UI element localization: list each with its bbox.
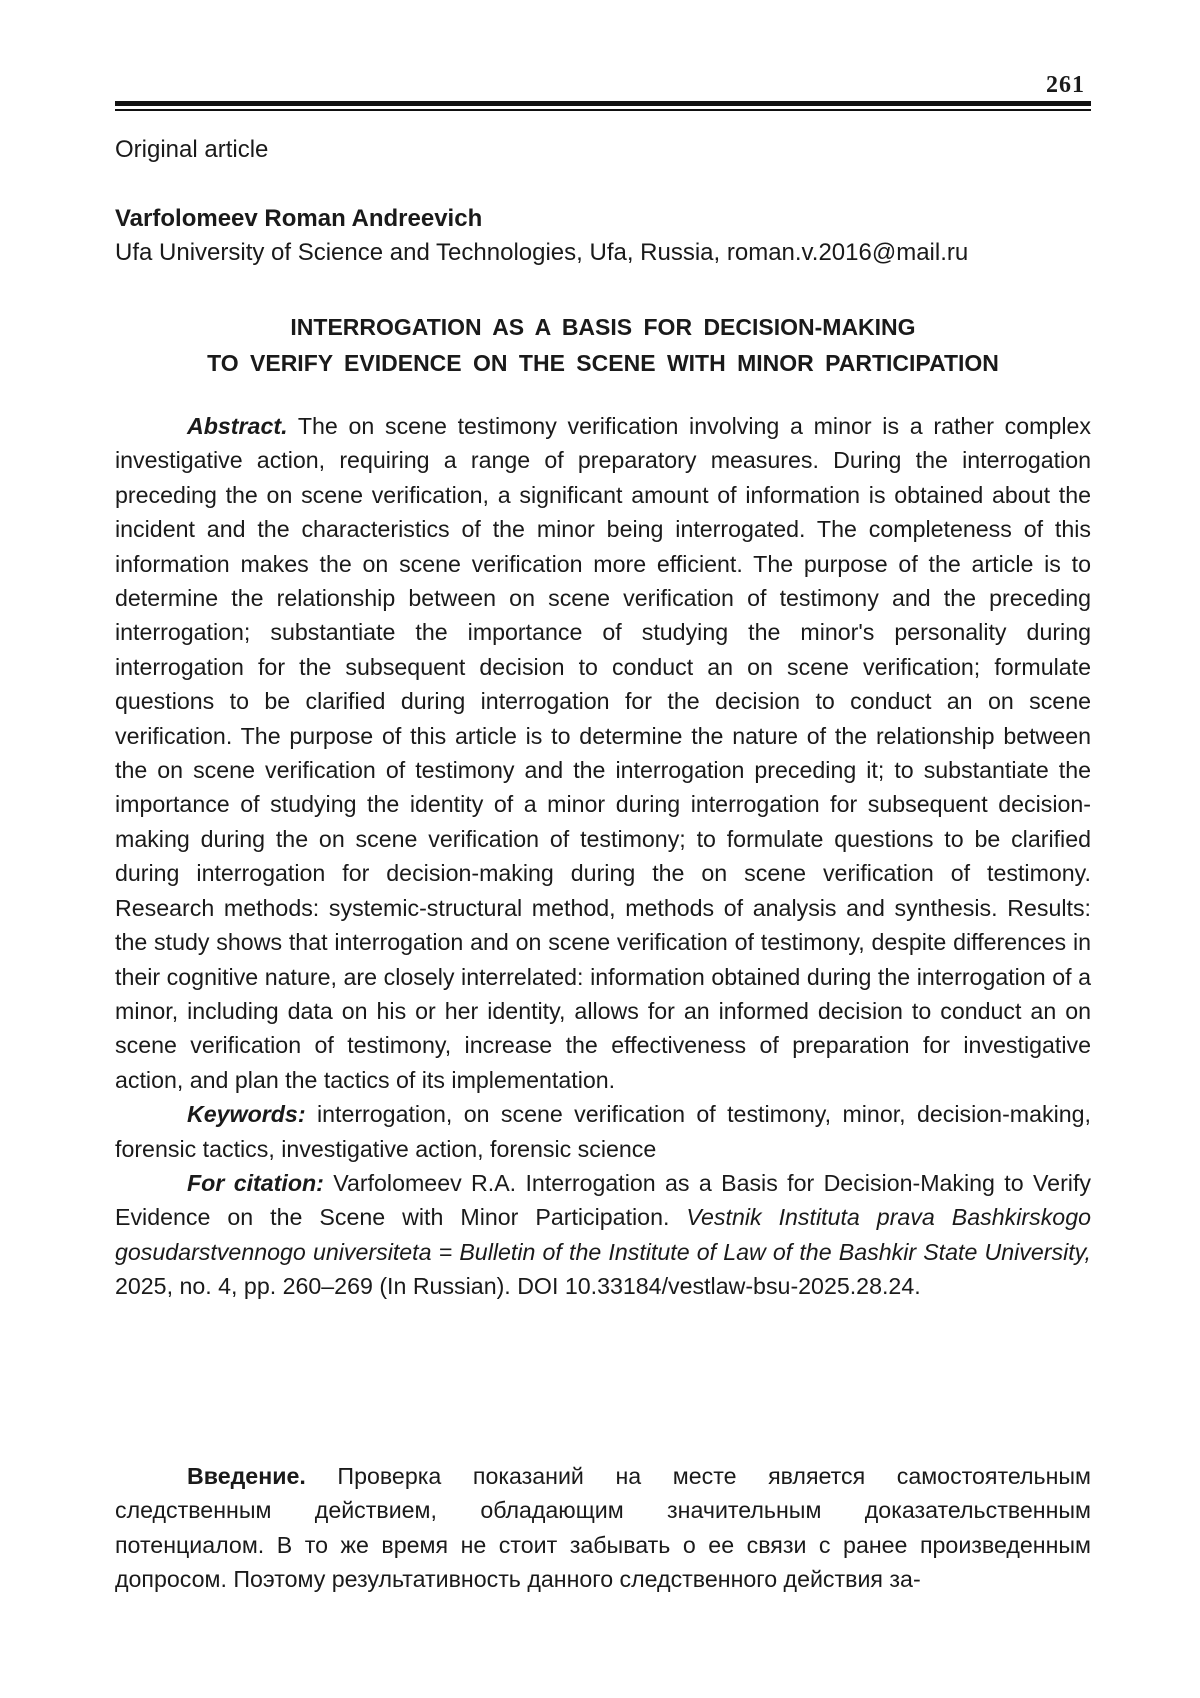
introduction-text: Проверка показаний на месте является самостоятельным следственным действием, обладающим значительным доказательственным потенциалом. В то же время не стоит забывать о ее связи с ранее произведенным допросом. Поэтому результативность данного следственного действия за- xyxy=(115,1463,1091,1593)
abstract-paragraph xyxy=(115,409,1091,1097)
page-number: 261 xyxy=(1046,72,1085,98)
title-line-2: TO VERIFY EVIDENCE ON THE SCENE WITH MINOR PARTICIPATION xyxy=(207,350,999,376)
header-rule-thick xyxy=(115,101,1091,106)
abstract-block xyxy=(115,409,1091,1304)
article-page xyxy=(115,0,1091,1698)
article-type: Original article xyxy=(115,136,269,163)
keywords-text: interrogation, on scene verification of testimony, minor, decision-making, forensic tactics, investigative action, forensic science xyxy=(115,1101,1091,1162)
citation-paragraph xyxy=(115,1166,1091,1304)
introduction-paragraph xyxy=(115,1459,1091,1597)
header-rule-thin xyxy=(115,109,1091,111)
abstract-label: Abstract. xyxy=(187,413,288,439)
keywords-label: Keywords: xyxy=(187,1101,306,1128)
abstract-text: The on scene testimony verification involving a minor is a rather complex investigative action, requiring a range of preparatory measures. During the interrogation preceding the on scene verification, a significant amount of information is obtained about the incident and the characteristics of the minor being interrogated. The completeness of this information makes the on scene verification more efficient. The purpose of the article is to determine the relationship between on scene verification of testimony and the preceding interrogation; substantiate the importance of studying the minor's personality during interrogation for the subsequent decision to conduct an on scene verification; formulate questions to be clarified during interrogation for the decision to conduct an on scene verification. The purpose of this article is to determine the nature of the relationship between the on scene verification of testimony and the interrogation preceding it; to substantiate the importance of studying the identity of a minor during interrogation for subsequent decision-making during the on scene verification of testimony; to formulate questions to be clarified during interrogation for decision-making during the on scene verification of testimony. Research methods: systemic-structural method, methods of analysis and synthesis. Results: the study shows that interrogation and on scene verification of testimony, despite differences in their cognitive nature, are closely interrelated: information obtained during the interrogation of a minor, including data on his or her identity, allows for an informed decision to conduct an on scene verification of testimony, increase the effectiveness of preparation for investigative action, and plan the tactics of its implementation. xyxy=(115,413,1091,1093)
citation-label: For citation: xyxy=(187,1169,324,1196)
citation-journal: Vestnik Instituta prava Bashkirskogo gosudarstvennogo universiteta = Bulletin of the Institute of Law of the Bashkir State University, xyxy=(115,1204,1091,1265)
author-name: Varfolomeev Roman Andreevich xyxy=(115,205,483,232)
article-title xyxy=(115,309,1091,381)
introduction-block xyxy=(115,1459,1091,1597)
keywords-paragraph xyxy=(115,1097,1091,1166)
introduction-label: Введение. xyxy=(187,1463,306,1489)
title-line-1: INTERROGATION AS A BASIS FOR DECISION-MAKING xyxy=(290,314,916,340)
author-affiliation: Ufa University of Science and Technologies, Ufa, Russia, roman.v.2016@mail.ru xyxy=(115,239,969,266)
citation-text-start: Varfolomeev R.A. Interrogation as a Basis for Decision-Making to Verify Evidence on the Scene with Minor Participation. xyxy=(115,1169,1091,1231)
citation-text-end: 2025, no. 4, pp. 260–269 (In Russian). DOI 10.33184/vestlaw-bsu-2025.28.24. xyxy=(115,1273,921,1300)
